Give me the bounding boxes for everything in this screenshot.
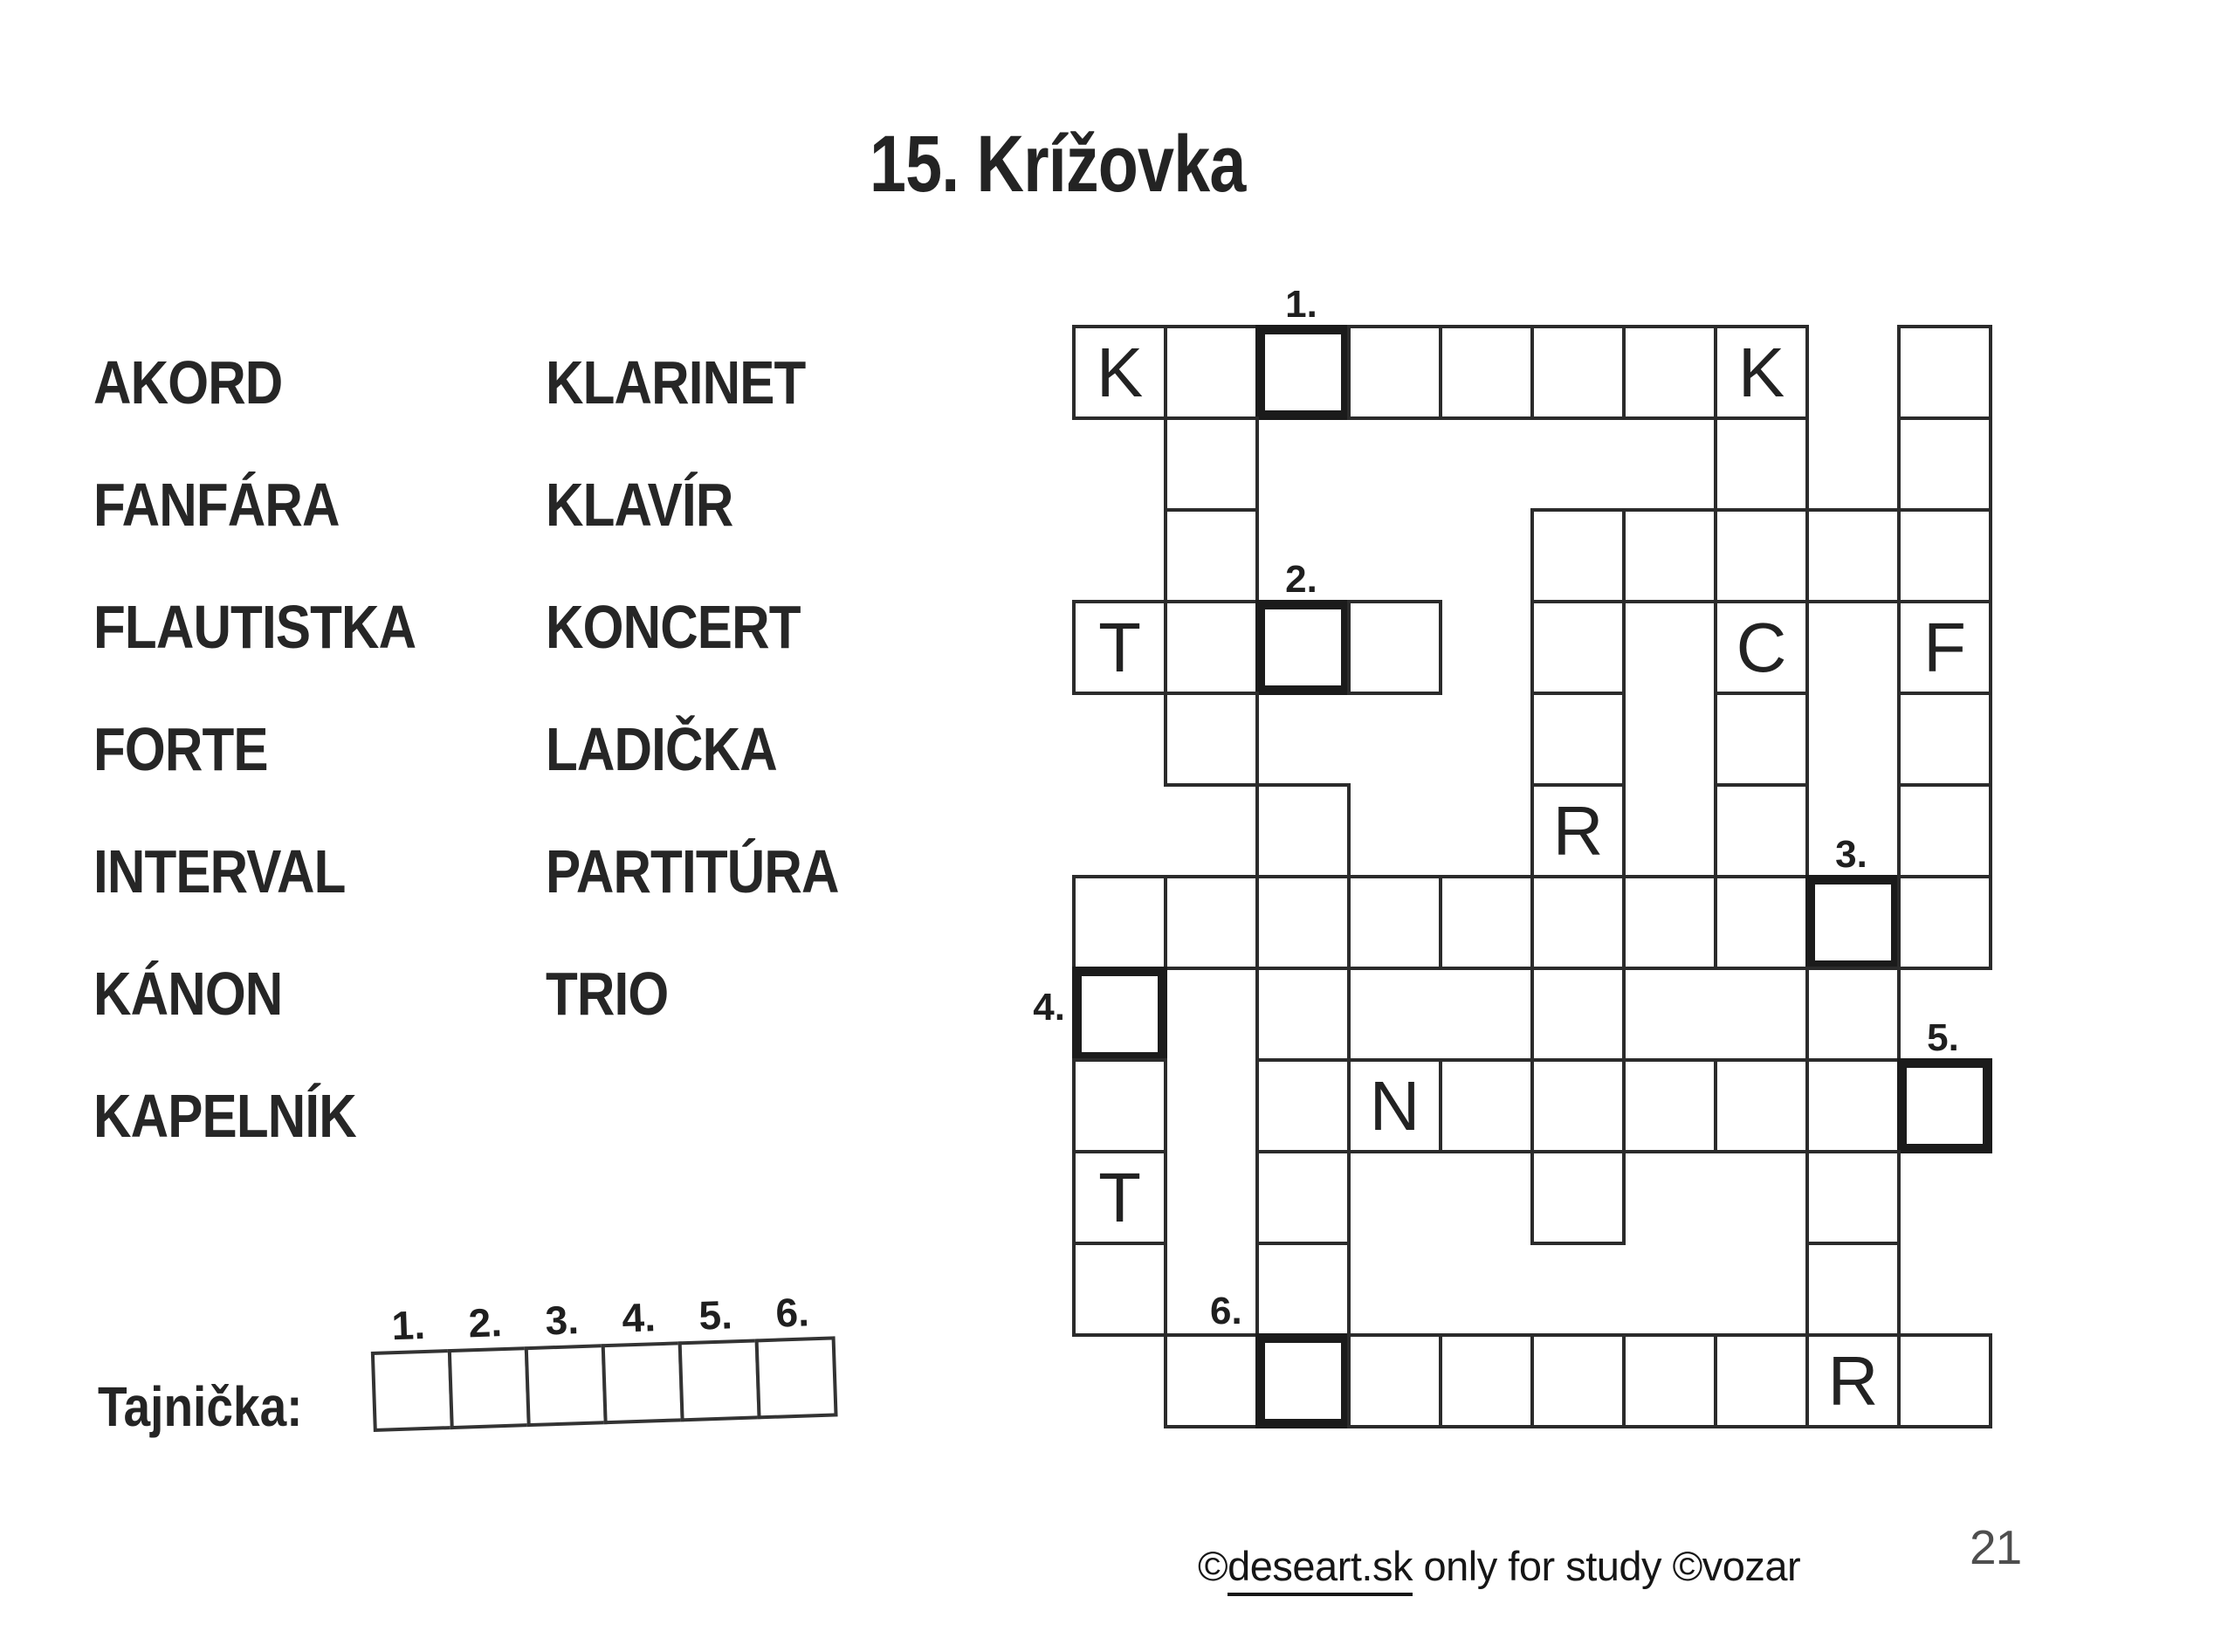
grid-cell[interactable] [1805,1150,1901,1245]
tajnicka-cell[interactable] [525,1344,608,1427]
word-list-column-1 [93,348,468,1203]
secret-letter-cell[interactable] [1255,600,1351,695]
grid-cell[interactable] [1347,875,1442,970]
grid-cell[interactable] [1897,875,1992,970]
grid-cell[interactable] [1255,967,1351,1062]
tajnicka-cell[interactable] [602,1341,684,1424]
grid-cell[interactable] [1530,1058,1626,1153]
grid-cell[interactable] [1714,783,1809,878]
word-list-item: LADIČKA [546,715,777,783]
grid-cell[interactable] [1439,325,1534,420]
grid-cell[interactable] [1897,416,1992,512]
grid-cell[interactable] [1805,1058,1901,1153]
footer-credit [1198,1542,1800,1590]
grid-cell[interactable] [1897,325,1992,420]
grid-cell[interactable] [1622,325,1717,420]
grid-cell[interactable] [1897,692,1992,787]
clue-number-label: 1. [1285,283,1317,326]
word-list-item: KLAVÍR [546,471,733,539]
secret-letter-cell[interactable] [1805,875,1901,970]
tajnicka-cell[interactable] [448,1346,531,1429]
grid-cell[interactable] [1530,967,1626,1062]
grid-cell[interactable] [1897,1333,1992,1428]
grid-cell-prefilled-letter: K [1714,325,1809,420]
grid-cell-prefilled-letter: T [1072,1150,1167,1245]
grid-cell[interactable] [1897,783,1992,878]
tajnicka-label: Tajnička: [98,1375,303,1438]
grid-cell[interactable] [1714,692,1809,787]
tajnicka-cell-number: 1. [390,1301,426,1349]
grid-cell[interactable] [1897,508,1992,603]
footer-site-link: deseart.sk [1228,1543,1413,1596]
word-list-item: KLARINET [546,348,806,416]
secret-letter-cell[interactable] [1072,967,1167,1062]
clue-number-label: 6. [1210,1290,1242,1332]
grid-cell[interactable] [1622,1333,1717,1428]
clue-number-label: 3. [1835,833,1867,876]
grid-cell[interactable] [1347,1333,1442,1428]
grid-cell[interactable] [1439,1058,1534,1153]
word-list-item: FLAUTISTKA [93,593,416,661]
grid-cell[interactable] [1714,508,1809,603]
tajnicka-cell-number: 3. [544,1297,580,1344]
word-list-item: KONCERT [546,593,801,661]
word-list-column-2 [546,348,886,1081]
grid-cell[interactable] [1255,1150,1351,1245]
grid-cell[interactable] [1164,508,1259,603]
grid-cell[interactable] [1255,875,1351,970]
grid-cell[interactable] [1622,508,1717,603]
grid-cell[interactable] [1164,600,1259,695]
grid-cell[interactable] [1530,692,1626,787]
clue-number-label: 2. [1285,558,1317,601]
word-list-item: TRIO [546,960,669,1028]
page-number: 21 [1970,1520,2022,1574]
grid-cell[interactable] [1530,1333,1626,1428]
tajnicka-cell-number: 2. [467,1299,503,1346]
footer-copyright-symbol: © [1198,1543,1228,1589]
clue-number-label: 5. [1927,1016,1959,1059]
grid-cell-prefilled-letter: C [1714,600,1809,695]
crossword-grid [1033,283,1993,1429]
grid-cell[interactable] [1164,875,1259,970]
tajnicka-cell-number: 4. [621,1294,657,1341]
grid-cell-prefilled-letter: T [1072,600,1167,695]
grid-cell[interactable] [1072,875,1167,970]
tajnicka-cell-number: 5. [698,1291,733,1339]
grid-cell-prefilled-letter: N [1347,1058,1442,1153]
tajnicka-cell-number: 6. [774,1289,810,1336]
tajnicka-cell[interactable] [678,1339,761,1421]
grid-cell[interactable] [1714,416,1809,512]
secret-letter-cell[interactable] [1255,325,1351,420]
word-list-item: FORTE [93,715,268,783]
clue-number-label: 4. [1033,986,1065,1029]
grid-cell[interactable] [1439,1333,1534,1428]
grid-cell[interactable] [1347,325,1442,420]
grid-cell[interactable] [1439,875,1534,970]
grid-cell[interactable] [1164,692,1259,787]
footer-suffix-text: only for study ©vozar [1412,1543,1801,1589]
grid-cell[interactable] [1805,967,1901,1062]
grid-cell[interactable] [1530,1150,1626,1245]
grid-cell-prefilled-letter: K [1072,325,1167,420]
word-list-item: FANFÁRA [93,471,340,539]
grid-cell[interactable] [1347,600,1442,695]
tajnicka-cell[interactable] [755,1336,838,1419]
word-list-item: KAPELNÍK [93,1082,356,1150]
word-list-item: KÁNON [93,960,283,1028]
grid-cell[interactable] [1714,875,1809,970]
grid-cell-prefilled-letter: R [1805,1333,1901,1428]
word-list-item: INTERVAL [93,837,346,905]
word-list-item: AKORD [93,348,283,416]
grid-cell[interactable] [1714,1058,1809,1153]
grid-cell[interactable] [1805,508,1901,603]
grid-cell[interactable] [1072,1058,1167,1153]
grid-cell[interactable] [1530,600,1626,695]
grid-cell[interactable] [1072,1242,1167,1337]
grid-cell[interactable] [1164,416,1259,512]
grid-cell[interactable] [1622,1058,1717,1153]
grid-cell[interactable] [1714,1333,1809,1428]
word-list-item: PARTITÚRA [546,837,839,905]
grid-cell[interactable] [1530,325,1626,420]
secret-letter-cell[interactable] [1897,1058,1992,1153]
secret-letter-cell[interactable] [1255,1333,1351,1428]
tajnicka-cell[interactable] [371,1349,454,1432]
page-title: 15. Krížovka [870,120,1246,209]
grid-cell[interactable] [1530,508,1626,603]
grid-cell[interactable] [1255,1242,1351,1337]
tajnicka-answer-strip [369,1287,849,1435]
grid-cell[interactable] [1255,783,1351,878]
grid-cell[interactable] [1164,325,1259,420]
grid-cell[interactable] [1530,875,1626,970]
grid-cell[interactable] [1805,1242,1901,1337]
grid-cell-prefilled-letter: R [1530,783,1626,878]
grid-cell[interactable] [1255,1058,1351,1153]
grid-cell-prefilled-letter: F [1897,600,1992,695]
grid-cell[interactable] [1622,875,1717,970]
grid-cell[interactable] [1164,1333,1259,1428]
